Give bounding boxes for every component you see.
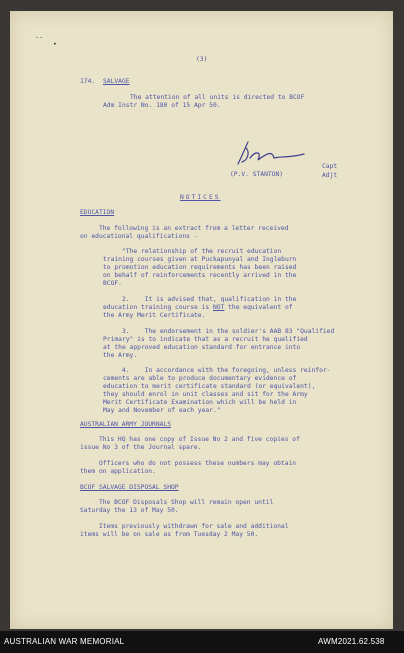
punch-marks: - - • <box>36 34 57 48</box>
journals-heading: AUSTRALIAN ARMY JOURNALS <box>80 421 171 428</box>
journals-line-1: This HQ has one copy of Issue No 2 and five copies of <box>80 436 300 443</box>
education-heading: EDUCATION <box>80 209 115 216</box>
page-number: (3) <box>196 56 208 63</box>
education-para-2-line-2: education training course is NOT the equivalent of <box>103 304 293 311</box>
education-para-4-line-1: 4. In accordance with the foregoing, unless reinfor- <box>103 367 331 374</box>
education-quote-4: on behalf of reinforcements recently arrived in the <box>103 272 297 279</box>
education-quote-2: training courses given at Puckapunyal and Ingleburn <box>103 256 297 263</box>
journals-line-2: issue No 3 of the Journal spare. <box>80 444 202 451</box>
signatory-name: (P.V. STANTON) <box>230 171 284 178</box>
shop-line-1: The BCOF Disposals Shop will remain open until <box>80 499 274 506</box>
education-para-2-line-3: the Army Merit Certificate. <box>103 312 206 319</box>
education-para-4-line-6: May and November of each year." <box>103 407 221 414</box>
shop-line-4: items will be on sale as from Tuesday 2 May 50. <box>80 531 259 538</box>
education-quote-5: BCOF. <box>103 280 122 287</box>
not-emphasis: NOT <box>212 304 225 311</box>
education-para-4-line-3: education to merit certificate standard (or equivalent), <box>103 383 316 390</box>
education-intro-1: The following is an extract from a letter received <box>80 225 289 232</box>
education-para-3-line-3: at the approved education standard for entrance into <box>103 344 301 351</box>
shop-line-2: Saturday the 13 of May 50. <box>80 507 179 514</box>
education-para-3-line-4: the Army. <box>103 352 138 359</box>
footer-institution: AUSTRALIAN WAR MEMORIAL <box>4 637 125 646</box>
salvage-line-1: The attention of all units is directed to BCOF <box>130 94 305 101</box>
shop-heading: BCOF SALVAGE DISPOSAL SHOP <box>80 484 179 491</box>
education-intro-2: on educational qualifications - <box>80 233 198 240</box>
notices-heading: NOTICES <box>180 194 221 201</box>
education-para-3-line-1: 3. The endorsement in the soldier's AAB 83 "Qualified <box>103 328 335 335</box>
archive-footer <box>0 631 404 653</box>
footer-accession-number: AWM2021.62.538 <box>318 637 385 646</box>
education-quote-3: to promotion education requirements has been raised <box>103 264 297 271</box>
education-para-4-line-5: Merit Certificate Examination which will be held in <box>103 399 297 406</box>
education-quote-1: "The relationship of the recruit education <box>103 248 282 255</box>
signatory-appointment: Adjt <box>322 172 338 179</box>
salvage-heading: SALVAGE <box>103 78 130 85</box>
education-para-4-line-4: they should enrol in unit classes and sit for the Army <box>103 391 308 398</box>
signatory-rank: Capt <box>322 163 338 170</box>
journals-line-4: them on application. <box>80 468 156 475</box>
salvage-line-2: Adm Instr No. 180 of 15 Apr 50. <box>103 102 221 109</box>
education-para-4-line-2: cements are able to produce documentary evidence of <box>103 375 297 382</box>
shop-line-3: Items previously withdrawn for sale and additional <box>80 523 289 530</box>
salvage-number: 174. <box>80 78 96 85</box>
education-para-2-line-1: 2. It is advised that, qualification in the <box>103 296 297 303</box>
journals-line-3: Officers who do not possess these numbers may obtain <box>80 460 297 467</box>
education-para-3-line-2: Primary" is to indicate that as a recruit he qualified <box>103 336 308 343</box>
signature-scrawl <box>228 138 308 170</box>
